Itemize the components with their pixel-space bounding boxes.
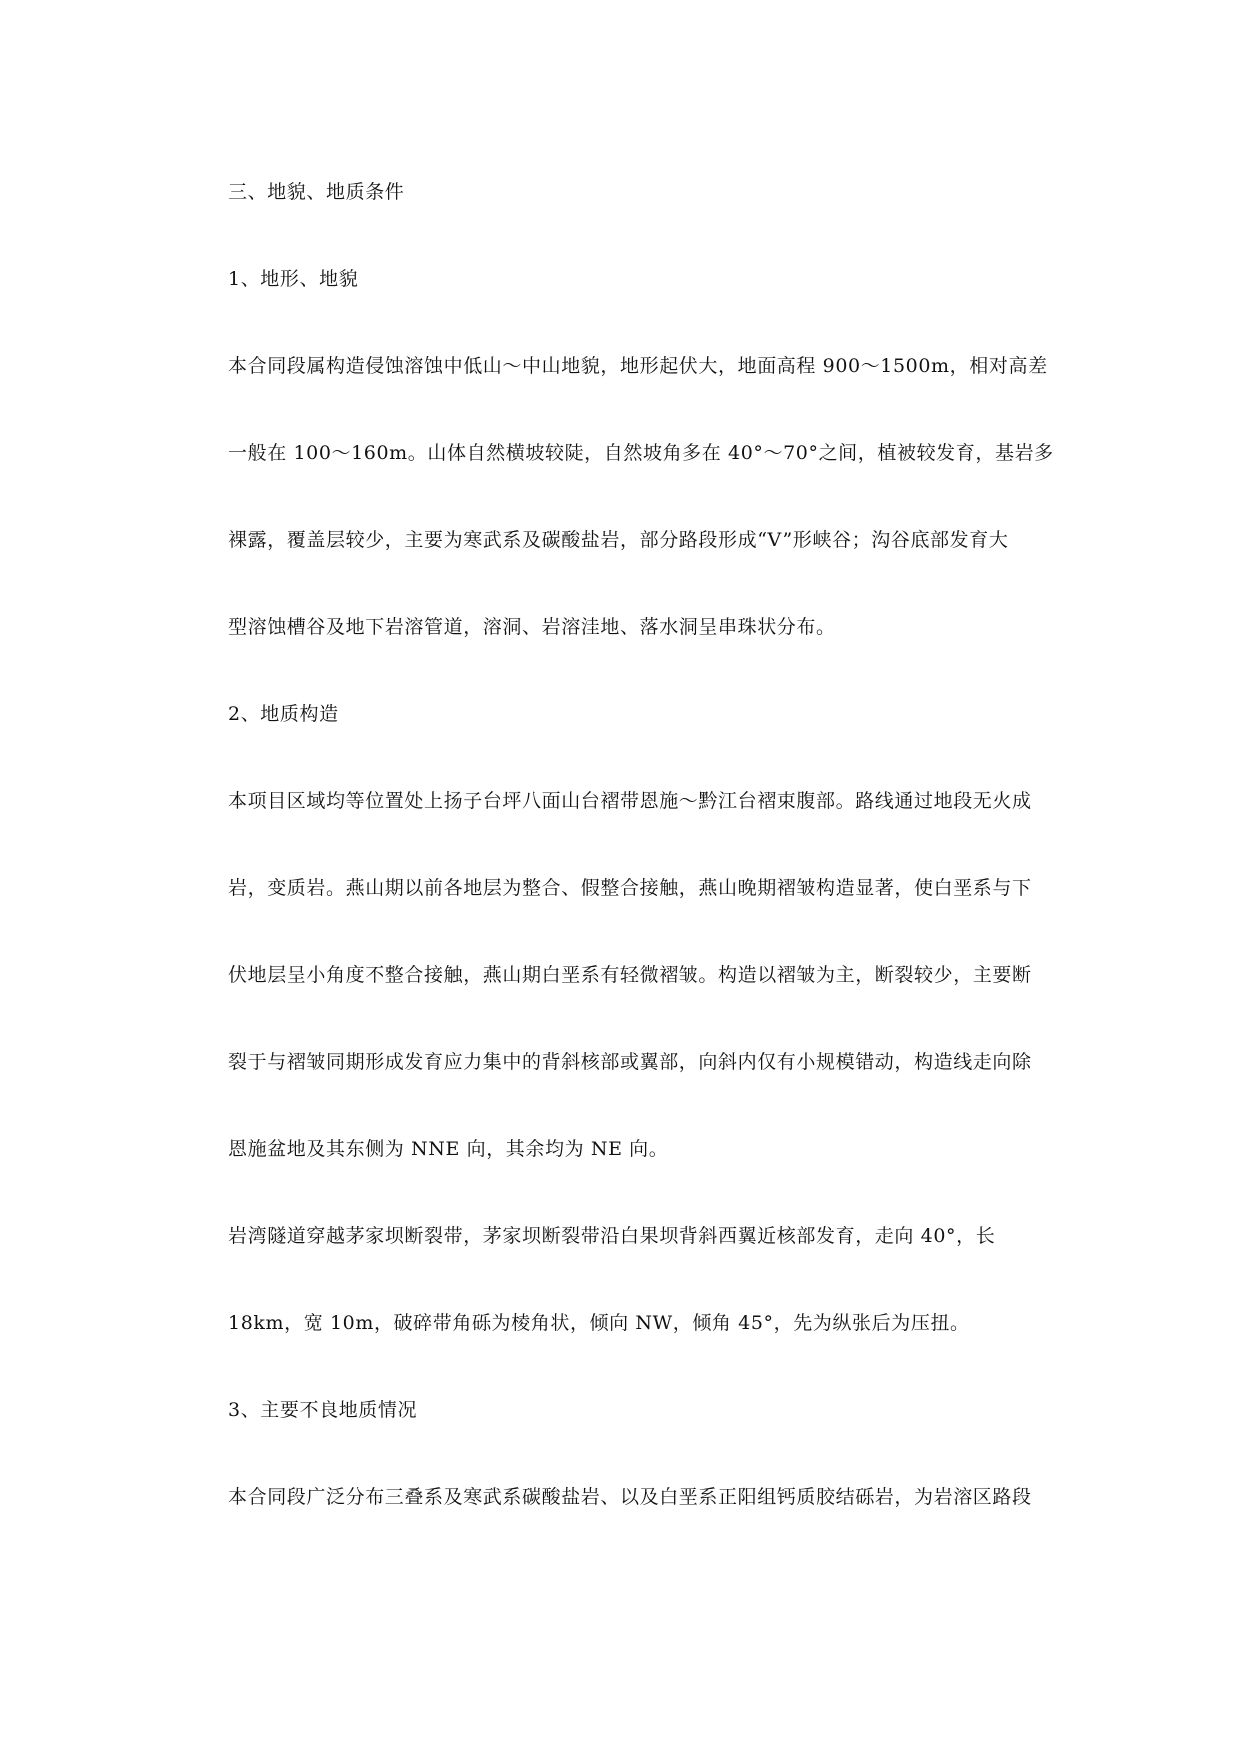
- subsection-heading-adverse-geology: 3、主要不良地质情况: [228, 1399, 418, 1421]
- section-heading: 三、地貌、地质条件: [228, 181, 405, 203]
- paragraph-line: 型溶蚀槽谷及地下岩溶管道，溶洞、岩溶洼地、落水洞呈串珠状分布。: [228, 616, 836, 638]
- subsection-heading-structure: 2、地质构造: [228, 703, 339, 725]
- paragraph-line: 伏地层呈小角度不整合接触，燕山期白垩系有轻微褶皱。构造以褶皱为主，断裂较少，主要断: [228, 964, 1032, 986]
- paragraph-line: 恩施盆地及其东侧为 NNE 向，其余均为 NE 向。: [228, 1138, 669, 1160]
- subsection-heading-terrain: 1、地形、地貌: [228, 268, 359, 290]
- paragraph-line: 18km，宽 10m，破碎带角砾为棱角状，倾向 NW，倾角 45°，先为纵张后为压扭。: [228, 1312, 970, 1334]
- paragraph-line: 本项目区域均等位置处上扬子台坪八面山台褶带恩施～黔江台褶束腹部。路线通过地段无火成: [228, 790, 1032, 812]
- paragraph-line: 岩，变质岩。燕山期以前各地层为整合、假整合接触，燕山晚期褶皱构造显著，使白垩系与下: [228, 877, 1032, 899]
- paragraph-line: 裂于与褶皱同期形成发育应力集中的背斜核部或翼部，向斜内仅有小规模错动，构造线走向除: [228, 1051, 1032, 1073]
- paragraph-line: 裸露，覆盖层较少，主要为寒武系及碳酸盐岩，部分路段形成“V”形峡谷；沟谷底部发育大: [228, 529, 1009, 551]
- paragraph-line: 岩湾隧道穿越茅家坝断裂带，茅家坝断裂带沿白果坝背斜西翼近核部发育，走向 40°，长: [228, 1225, 996, 1247]
- paragraph-line: 本合同段广泛分布三叠系及寒武系碳酸盐岩、以及白垩系正阳组钙质胶结砾岩，为岩溶区路段: [228, 1486, 1032, 1508]
- paragraph-line: 一般在 100～160m。山体自然横坡较陡，自然坡角多在 40°～70°之间，植被较发育，基岩多: [228, 442, 1054, 464]
- paragraph-line: 本合同段属构造侵蚀溶蚀中低山～中山地貌，地形起伏大，地面高程 900～1500m，相对高差: [228, 355, 1048, 377]
